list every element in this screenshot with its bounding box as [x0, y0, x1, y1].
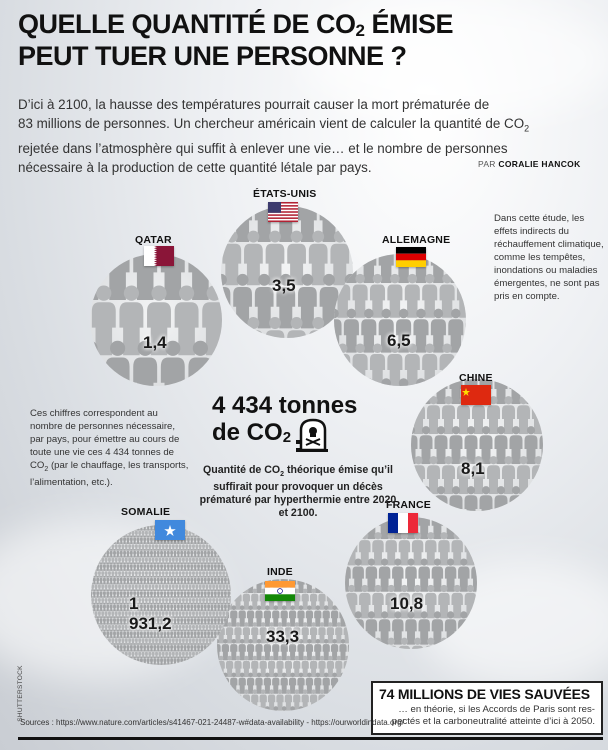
- byline-author: CORALIE HANCOK: [498, 159, 581, 169]
- note-left-text: Ces chiffres correspondent au nombre de personnes nécessaire, par pays, pour émettre au cours de toute une vie ces 4 434 tonnes de CO: [30, 408, 180, 471]
- usa-flag-icon: [268, 202, 298, 222]
- intro-subscript: 2: [524, 123, 530, 134]
- people-count-value: 10,8: [390, 594, 424, 613]
- center-headline: [212, 392, 357, 449]
- byline: [478, 159, 581, 169]
- center-desc-subscript: 2: [280, 471, 285, 479]
- center-subscript: 2: [282, 429, 292, 446]
- country-label: INDE: [267, 566, 293, 578]
- callout-line: pectés et la carboneutralité atteinte d’ici à 2050.: [391, 716, 595, 727]
- people-count-value: 8,1: [461, 459, 485, 478]
- byline-prefix: PAR: [478, 159, 499, 169]
- china-flag-icon: [461, 385, 491, 405]
- title-line1: QUELLE QUANTITÉ DE CO: [18, 9, 356, 39]
- callout-line: … en théorie, si les Accords de Paris sont res-: [398, 704, 595, 715]
- india-flag-icon: [265, 581, 295, 601]
- note-left-text-end: (par le chauffage, les transports, l’alimentation, etc.).: [30, 460, 189, 488]
- people-count-value: 1,4: [143, 333, 167, 352]
- country-label: SOMALIE: [121, 506, 171, 518]
- callout-title: 74 MILLIONS DE VIES SAUVÉES: [379, 686, 590, 702]
- title-line2: PEUT TUER UNE PERSONNE ?: [18, 41, 407, 71]
- center-unit: de CO: [212, 419, 283, 446]
- people-count-value: 6,5: [387, 331, 411, 350]
- intro-line: D’ici à 2100, la hausse des températures pourrait causer la mort prématurée de: [18, 97, 490, 112]
- people-count-value: 3,5: [272, 276, 296, 295]
- center-desc-text-end: théorique émise qu’il suffirait pour provoquer un décès prématuré par hyperthermie entre 2020 et 2100.: [199, 464, 397, 520]
- country-label: FRANCE: [386, 499, 431, 511]
- country-label: CHINE: [459, 372, 493, 384]
- title-subscript: 2: [355, 21, 365, 40]
- intro-line: nécessaire à la production de cette quantité létale par pays.: [18, 159, 372, 175]
- center-desc-text: Quantité de CO: [203, 464, 281, 476]
- intro-line: rejetée dans l’atmosphère qui suffit à enlever une vie… et le nombre de personnes: [18, 140, 508, 156]
- tombstone-icon: [298, 418, 328, 452]
- intro-line: 83 millions de personnes. Un chercheur américain vient de calculer la quantité de CO: [18, 116, 525, 131]
- note-left: [30, 407, 190, 489]
- people-icon-group: [334, 254, 466, 386]
- country-label: QATAR: [135, 234, 172, 246]
- note-right: Dans cette étude, les effets indirects du réchauffement climatique, comme les tempêtes, inondations ou maladies émergentes, ne sont pas pris en compte.: [494, 213, 604, 302]
- people-icon-group: [90, 254, 222, 386]
- callout-text: [379, 704, 595, 728]
- country-label: ÉTATS-UNIS: [253, 188, 317, 200]
- page-title: [18, 10, 453, 71]
- people-icon-group: [345, 517, 477, 649]
- people-count-value: 33,3: [266, 627, 300, 646]
- country-label: ALLEMAGNE: [382, 234, 451, 246]
- sources: Sources : https://www.nature.com/articles/s41467-021-24487-w#data-availability - https://ourworldindata.org/: [20, 718, 404, 727]
- germany-flag-icon: [396, 247, 426, 267]
- photo-credit: SHUTTERSTOCK: [16, 665, 24, 722]
- title-line1-end: ÉMISE: [364, 9, 454, 39]
- somalia-flag-icon: [155, 520, 185, 540]
- note-left-subscript: 2: [44, 465, 49, 473]
- center-description: [198, 464, 398, 520]
- bottom-rule: [18, 737, 603, 740]
- center-amount: 4 434 tonnes: [212, 392, 358, 419]
- people-count-value: 1 931,2: [129, 594, 172, 633]
- qatar-flag-icon: [144, 246, 174, 266]
- callout-box: [371, 681, 603, 735]
